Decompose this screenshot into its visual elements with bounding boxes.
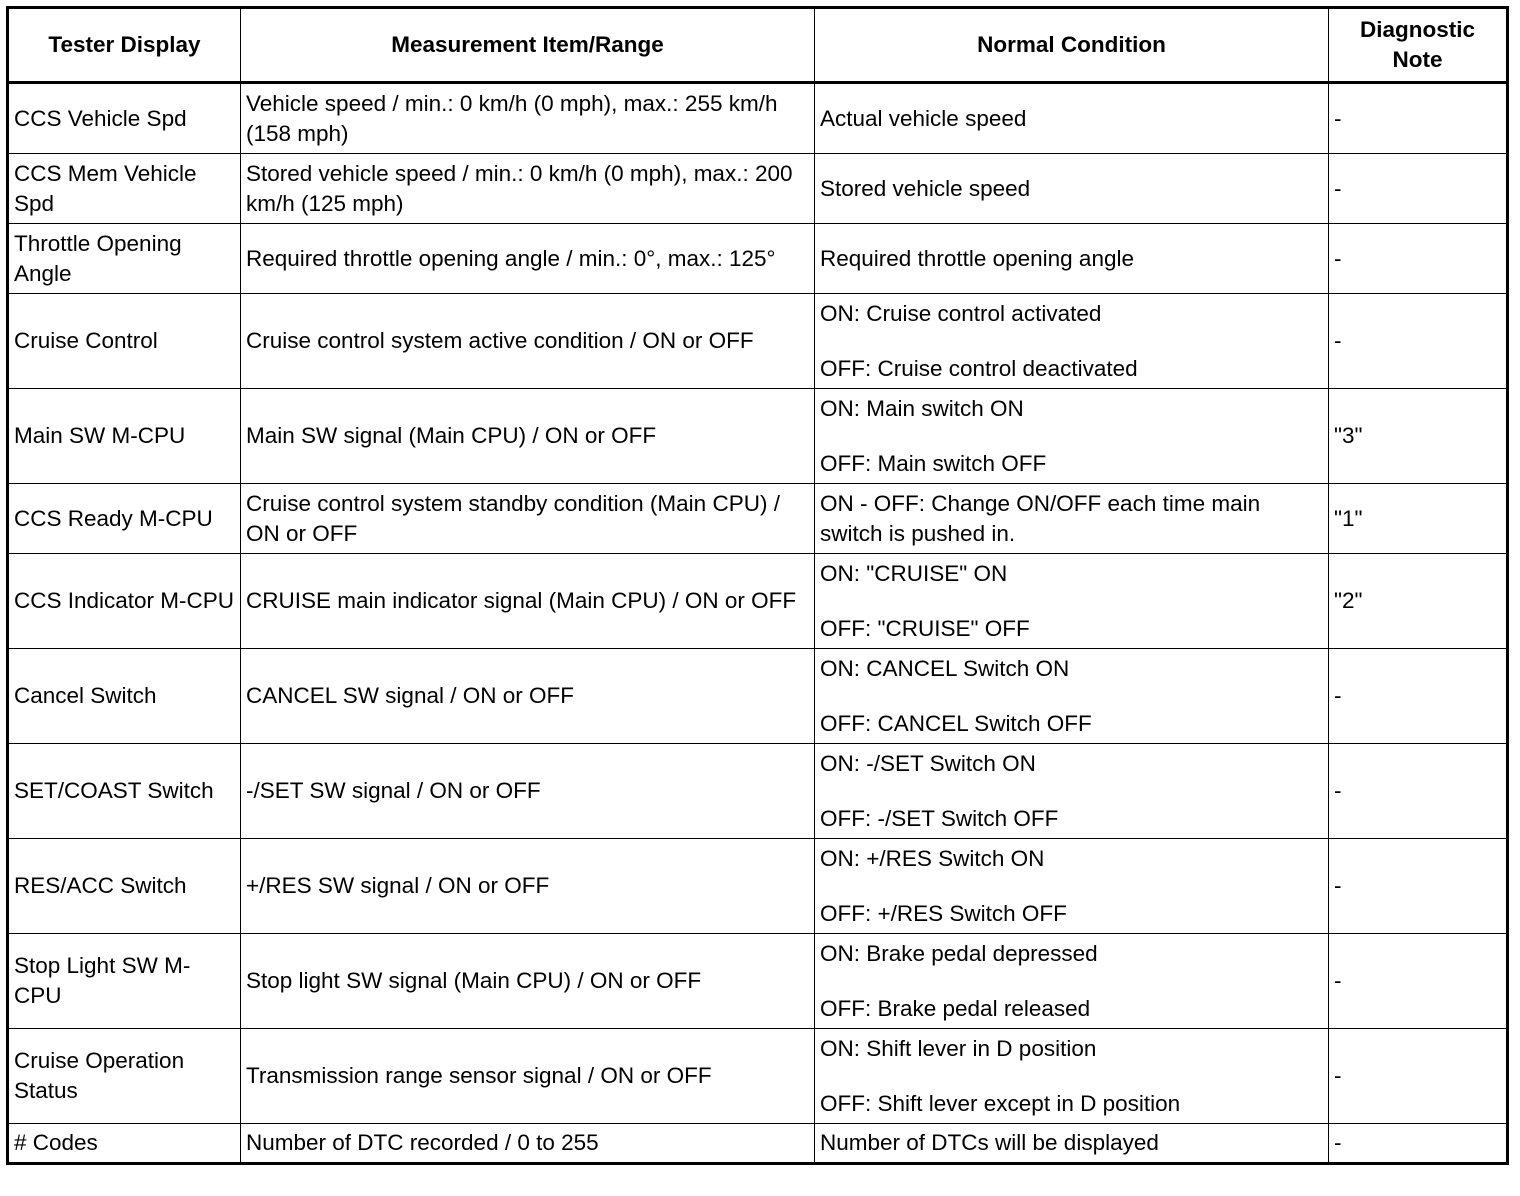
table-row [8, 554, 1508, 649]
cell-diagnostic-note: - [1329, 83, 1508, 154]
cell-diagnostic-note: - [1329, 744, 1508, 839]
condition-line: Number of DTCs will be displayed [820, 1130, 1159, 1155]
table-row [8, 389, 1508, 484]
condition-line: OFF: +/RES Switch OFF [820, 900, 1067, 926]
condition-line: ON: CANCEL Switch ON [820, 655, 1070, 681]
condition-line: ON: -/SET Switch ON [820, 750, 1036, 776]
cell-measurement-item: CRUISE main indicator signal (Main CPU) / ON or OFF [241, 554, 815, 649]
cell-diagnostic-note: - [1329, 1124, 1508, 1164]
condition-line: OFF: Cruise control deactivated [820, 355, 1138, 381]
cell-tester-display: Cancel Switch [8, 649, 241, 744]
cell-normal-condition [815, 1029, 1329, 1124]
cell-normal-condition [815, 839, 1329, 934]
cell-normal-condition [815, 934, 1329, 1029]
table-row [8, 839, 1508, 934]
cell-measurement-item: Cruise control system standby condition (Main CPU) / ON or OFF [241, 484, 815, 554]
table-row [8, 1029, 1508, 1124]
cell-tester-display: CCS Ready M-CPU [8, 484, 241, 554]
condition-line: Stored vehicle speed [820, 175, 1031, 201]
cell-tester-display: Main SW M-CPU [8, 389, 241, 484]
cell-tester-display: CCS Vehicle Spd [8, 83, 241, 154]
table-body [8, 83, 1508, 1164]
condition-line: OFF: "CRUISE" OFF [820, 615, 1030, 641]
cell-measurement-item: +/RES SW signal / ON or OFF [241, 839, 815, 934]
cell-normal-condition [815, 484, 1329, 554]
cell-measurement-item: Stored vehicle speed / min.: 0 km/h (0 mph), max.: 200 km/h (125 mph) [241, 154, 815, 224]
cell-normal-condition [815, 154, 1329, 224]
table-row [8, 294, 1508, 389]
condition-line: OFF: Shift lever except in D position [820, 1090, 1181, 1116]
header-tester-display: Tester Display [8, 8, 241, 83]
condition-line: ON: Brake pedal depressed [820, 940, 1098, 966]
table-row [8, 224, 1508, 294]
condition-line: Required throttle opening angle [820, 245, 1134, 271]
cell-normal-condition [815, 294, 1329, 389]
cell-normal-condition [815, 649, 1329, 744]
condition-line: OFF: -/SET Switch OFF [820, 805, 1059, 831]
condition-line: ON: Cruise control activated [820, 300, 1102, 326]
header-measurement-item: Measurement Item/Range [241, 8, 815, 83]
condition-line: ON: +/RES Switch ON [820, 845, 1045, 871]
cell-diagnostic-note: - [1329, 649, 1508, 744]
cell-tester-display: # Codes [8, 1124, 241, 1164]
cell-normal-condition [815, 83, 1329, 154]
condition-line: ON - OFF: Change ON/OFF each time main switch is pushed in. [820, 490, 1261, 546]
cell-diagnostic-note: - [1329, 294, 1508, 389]
cell-measurement-item: Main SW signal (Main CPU) / ON or OFF [241, 389, 815, 484]
cell-diagnostic-note: - [1329, 934, 1508, 1029]
cell-diagnostic-note: "2" [1329, 554, 1508, 649]
cell-normal-condition [815, 389, 1329, 484]
cell-tester-display: Throttle Opening Angle [8, 224, 241, 294]
cell-tester-display: CCS Mem Vehicle Spd [8, 154, 241, 224]
cell-diagnostic-note: - [1329, 224, 1508, 294]
table-row [8, 744, 1508, 839]
cell-normal-condition [815, 1124, 1329, 1164]
condition-line: OFF: CANCEL Switch OFF [820, 710, 1092, 736]
table-row [8, 484, 1508, 554]
cell-diagnostic-note: - [1329, 839, 1508, 934]
cell-diagnostic-note: - [1329, 1029, 1508, 1124]
table-header-row [8, 8, 1508, 83]
data-monitor-table [6, 6, 1509, 1165]
table-row [8, 154, 1508, 224]
cell-tester-display: RES/ACC Switch [8, 839, 241, 934]
cell-normal-condition [815, 224, 1329, 294]
condition-line: ON: Shift lever in D position [820, 1035, 1097, 1061]
cell-measurement-item: Required throttle opening angle / min.: 0°, max.: 125° [241, 224, 815, 294]
cell-diagnostic-note: "1" [1329, 484, 1508, 554]
condition-line: OFF: Brake pedal released [820, 995, 1091, 1021]
table-row [8, 83, 1508, 154]
cell-tester-display: Cruise Operation Status [8, 1029, 241, 1124]
table-row [8, 934, 1508, 1029]
cell-tester-display: SET/COAST Switch [8, 744, 241, 839]
condition-line: ON: Main switch ON [820, 395, 1024, 421]
cell-measurement-item: Number of DTC recorded / 0 to 255 [241, 1124, 815, 1164]
table-row [8, 1124, 1508, 1164]
cell-measurement-item: Stop light SW signal (Main CPU) / ON or OFF [241, 934, 815, 1029]
cell-tester-display: Cruise Control [8, 294, 241, 389]
cell-measurement-item: Transmission range sensor signal / ON or OFF [241, 1029, 815, 1124]
condition-line: Actual vehicle speed [820, 105, 1027, 131]
condition-line: ON: "CRUISE" ON [820, 560, 1008, 586]
cell-measurement-item: Vehicle speed / min.: 0 km/h (0 mph), max.: 255 km/h (158 mph) [241, 83, 815, 154]
cell-tester-display: Stop Light SW M-CPU [8, 934, 241, 1029]
cell-measurement-item: -/SET SW signal / ON or OFF [241, 744, 815, 839]
table-row [8, 649, 1508, 744]
header-diagnostic-note: Diagnostic Note [1329, 8, 1508, 83]
condition-line: OFF: Main switch OFF [820, 450, 1047, 476]
cell-normal-condition [815, 744, 1329, 839]
cell-measurement-item: Cruise control system active condition / ON or OFF [241, 294, 815, 389]
cell-diagnostic-note: "3" [1329, 389, 1508, 484]
cell-normal-condition [815, 554, 1329, 649]
cell-measurement-item: CANCEL SW signal / ON or OFF [241, 649, 815, 744]
cell-tester-display: CCS Indicator M-CPU [8, 554, 241, 649]
header-normal-condition: Normal Condition [815, 8, 1329, 83]
cell-diagnostic-note: - [1329, 154, 1508, 224]
